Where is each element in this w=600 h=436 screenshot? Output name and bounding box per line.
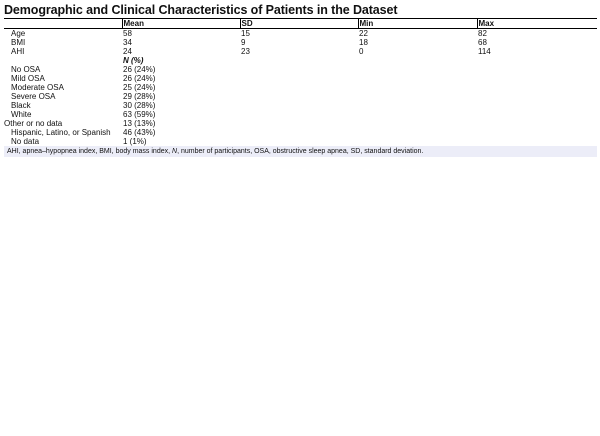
cell-count: 1 (1%): [123, 137, 147, 146]
table-row: [4, 65, 597, 74]
table-row: [4, 119, 597, 128]
footnote-italic: N: [172, 148, 178, 155]
cell-count: 63 (59%): [123, 110, 156, 119]
footnote-part: AHI, apnea–hypopnea index, BMI, body mass index,: [7, 148, 172, 155]
cell-count: 46 (43%): [123, 128, 156, 137]
cell-count: 13 (13%): [123, 119, 156, 128]
cell-min: 0: [359, 47, 364, 56]
header-cell-blank: [4, 19, 122, 29]
count-header-row: [4, 56, 597, 65]
row-label: Severe OSA: [11, 92, 56, 101]
table-row: [4, 92, 597, 101]
table-title: Demographic and Clinical Characteristics of Patients in the Dataset: [4, 3, 398, 17]
cell-min: 18: [359, 38, 368, 47]
characteristics-table: [4, 18, 597, 157]
table-row: [4, 110, 597, 119]
cell-count: 25 (24%): [123, 83, 156, 92]
header-cell-sd: SD: [240, 19, 358, 29]
row-label: Mild OSA: [11, 74, 45, 83]
cell-sd: 9: [241, 38, 246, 47]
table-row: [4, 128, 597, 137]
row-label: AHI: [11, 47, 25, 56]
row-label: Age: [11, 29, 26, 38]
cell-count: 26 (24%): [123, 65, 156, 74]
cell-max: 68: [478, 38, 487, 47]
row-label: No OSA: [11, 65, 41, 74]
cell-min: 22: [359, 29, 368, 38]
row-label: Moderate OSA: [11, 83, 64, 92]
footnote-row: [4, 146, 597, 157]
header-cell-mean: Mean: [122, 19, 240, 29]
header-row: [4, 19, 597, 29]
cell-count: 30 (28%): [123, 101, 156, 110]
table-row: [4, 74, 597, 83]
cell-mean: 58: [123, 29, 132, 38]
count-header: N (%): [123, 56, 144, 65]
footnote: [4, 146, 597, 157]
cell-max: 114: [478, 47, 491, 56]
row-label: Hispanic, Latino, or Spanish: [11, 128, 111, 137]
row-label: Other or no data: [4, 119, 63, 128]
cell-count: 29 (28%): [123, 92, 156, 101]
row-label: Black: [11, 101, 31, 110]
table-row: [4, 83, 597, 92]
table-row: [4, 29, 597, 39]
table-row: [4, 101, 597, 110]
table-row: [4, 38, 597, 47]
row-label: BMI: [11, 38, 26, 47]
table-row: [4, 47, 597, 56]
cell-sd: 15: [241, 29, 250, 38]
footnote-part: , number of participants, OSA, obstructive sleep apnea, SD, standard deviation.: [177, 148, 424, 155]
cell-max: 82: [478, 29, 487, 38]
cell-count: 26 (24%): [123, 74, 156, 83]
row-label: No data: [11, 137, 40, 146]
cell-mean: 34: [123, 38, 132, 47]
header-cell-max: Max: [477, 19, 597, 29]
header-cell-min: Min: [358, 19, 477, 29]
table-row: [4, 137, 597, 146]
cell-sd: 23: [241, 47, 250, 56]
blank-cell: [4, 56, 122, 65]
cell-mean: 24: [123, 47, 132, 56]
row-label: White: [11, 110, 32, 119]
